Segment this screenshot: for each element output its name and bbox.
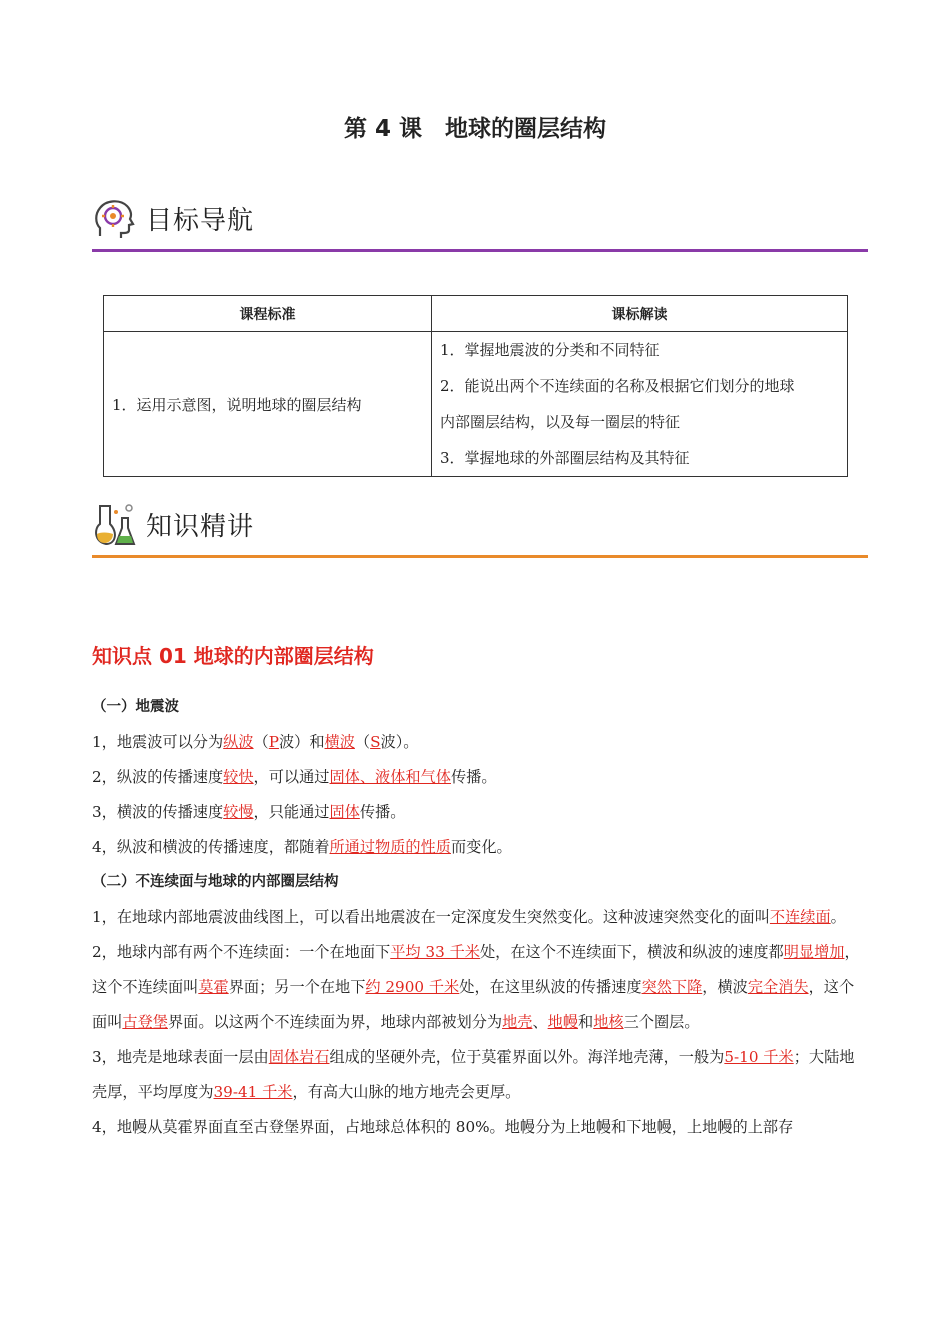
content-body (92, 690, 860, 1145)
answer-blank: 莫霍 (198, 978, 229, 996)
answer-blank: 明显增加 (783, 943, 845, 961)
answer-blank: 5-10 千米 (724, 1048, 794, 1066)
interpretation-line: 1．掌握地震波的分类和不同特征 (440, 341, 660, 359)
answer-blank: 古登堡 (122, 1013, 168, 1031)
subheading-seismic-waves: （一）地震波 (92, 699, 179, 715)
answer-blank: P (268, 733, 279, 751)
page-title: 第 4 课 地球的圈层结构 (343, 116, 607, 142)
answer-blank: 完全消失 (747, 978, 809, 996)
table-header-standard: 课程标准 (104, 296, 432, 332)
answer-blank: 平均 33 千米 (390, 943, 480, 961)
paragraph: 3，地壳是地球表面一层由固体岩石组成的坚硬外壳，位于莫霍界面以外。海洋地壳薄，一般为5-10 千米；大陆地壳厚，平均厚度为39-41 千米，有高大山脉的地方地壳会更厚。 (92, 1048, 855, 1101)
interpretation-line: 内部圈层结构，以及每一圈层的特征 (440, 413, 681, 431)
answer-blank: 约 2900 千米 (365, 978, 460, 996)
nav-section-title: 目标导航 (146, 206, 255, 236)
lab-flask-icon (92, 502, 138, 548)
paragraph: 2，纵波的传播速度较快，可以通过固体、液体和气体传播。 (92, 768, 497, 786)
answer-blank: 地核 (593, 1013, 624, 1031)
knowledge-section-header (92, 502, 868, 558)
answer-blank: 固体 (329, 803, 360, 821)
paragraph: 3，横波的传播速度较慢，只能通过固体传播。 (92, 803, 406, 821)
answer-blank: 固体岩石 (268, 1048, 330, 1066)
answer-blank: 39-41 千米 (213, 1083, 293, 1101)
curriculum-table (103, 295, 848, 477)
paragraph: 1，地震波可以分为纵波（P波）和横波（S波）。 (92, 733, 419, 751)
answer-blank: 突然下降 (641, 978, 703, 996)
knowledge-section-rule (92, 555, 868, 558)
knowledge-point-title: 知识点 01 地球的内部圈层结构 (92, 644, 374, 668)
knowledge-section-title: 知识精讲 (146, 512, 255, 542)
answer-blank: 较快 (223, 768, 254, 786)
answer-blank: 固体、液体和气体 (329, 768, 451, 786)
head-gear-icon (92, 196, 138, 242)
answer-blank: 不连续面 (769, 908, 831, 926)
answer-blank: 较慢 (223, 803, 254, 821)
subheading-discontinuities: （二）不连续面与地球的内部圈层结构 (92, 874, 339, 890)
table-header-interpretation: 课标解读 (432, 296, 848, 332)
answer-blank: 横波 (324, 733, 355, 751)
paragraph: 4，地幔从莫霍界面直至古登堡界面，占地球总体积的 80%。地幔分为上地幔和下地幔，上地幔的上部存 (92, 1118, 794, 1136)
answer-blank: 所通过物质的性质 (329, 838, 451, 856)
interpretation-line: 2．能说出两个不连续面的名称及根据它们划分的地球 (440, 377, 795, 395)
answer-blank: S (370, 733, 381, 751)
nav-section-rule (92, 249, 868, 252)
answer-blank: 地壳 (502, 1013, 533, 1031)
answer-blank: 地幔 (547, 1013, 578, 1031)
standard-cell: 1．运用示意图，说明地球的圈层结构 (104, 332, 432, 477)
paragraph: 4，纵波和横波的传播速度，都随着所通过物质的性质而变化。 (92, 838, 512, 856)
nav-section-header (92, 196, 868, 252)
paragraph: 2，地球内部有两个不连续面：一个在地面下平均 33 千米处，在这个不连续面下，横波和纵波的速度都明显增加，这个不连续面叫莫霍界面；另一个在地下约 2900 千米处，在这里纵波的传播速度突然下降，横波完全消失，这个面叫古登堡界面。以这两个不连续面为界，地球内部被划分为地壳、地幔和地核三个圈层。 (92, 943, 860, 1031)
interpretation-cell (432, 332, 848, 477)
paragraph: 1，在地球内部地震波曲线图上，可以看出地震波在一定深度发生突然变化。这种波速突然变化的面叫不连续面。 (92, 908, 846, 926)
interpretation-line: 3．掌握地球的外部圈层结构及其特征 (440, 449, 690, 467)
answer-blank: 纵波 (223, 733, 254, 751)
